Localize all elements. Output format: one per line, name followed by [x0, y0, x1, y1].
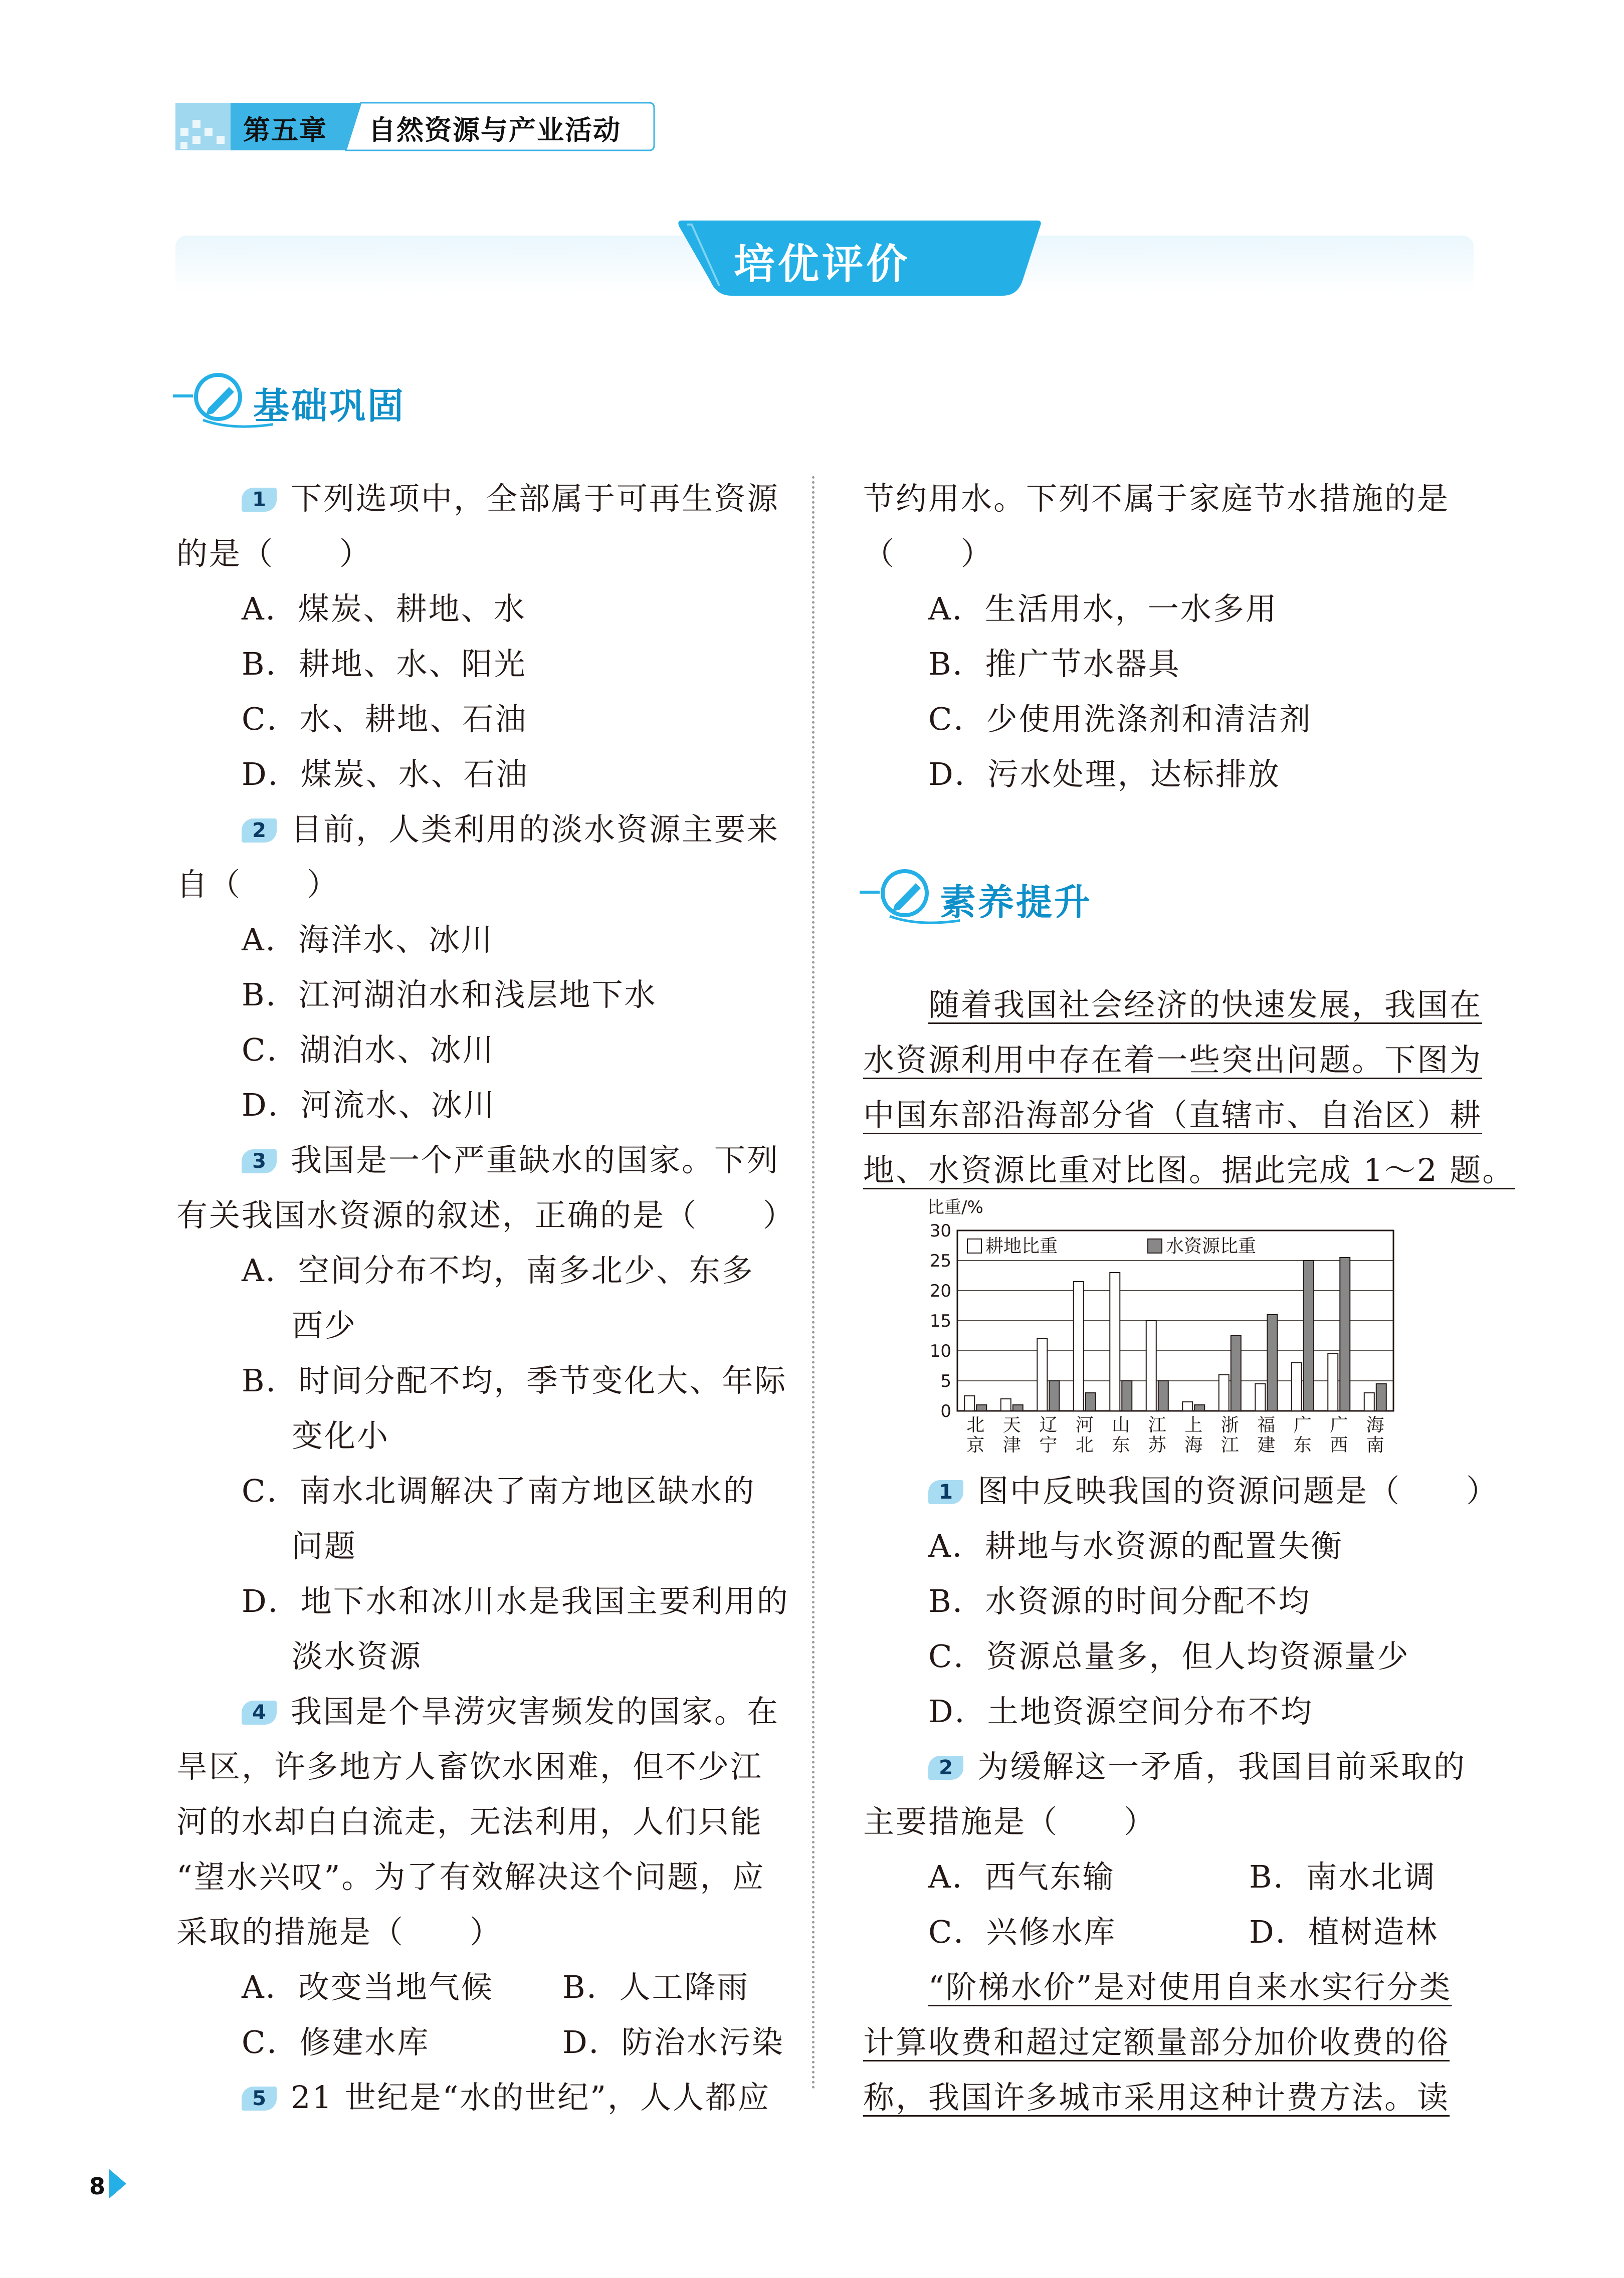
question-3-stem-cont: 有关我国水资源的叙述，正确的是（ ）	[176, 1197, 796, 1233]
option: D．植树造林	[1249, 1914, 1439, 1950]
y-tick-label: 5	[940, 1371, 951, 1391]
question-1-stem: 1 图中反映我国的资源问题是（ ）	[863, 1464, 1480, 1519]
intro-line: 地、水资源比重对比图。据此完成 1～2 题。	[863, 1152, 1515, 1188]
option-row	[863, 1905, 1480, 1960]
option: A．生活用水，一水多用	[928, 590, 1278, 627]
x-tick-label: 江	[1148, 1415, 1166, 1435]
bar-farmland	[1255, 1384, 1265, 1411]
right-column-questions	[863, 1464, 1499, 2125]
left-column	[176, 471, 796, 2125]
x-tick-label: 福	[1257, 1415, 1276, 1435]
legend	[967, 1236, 1256, 1257]
bar-farmland	[1146, 1321, 1156, 1411]
option: B．南水北调	[1249, 1858, 1437, 1895]
x-tick-label: 山	[1112, 1415, 1130, 1435]
y-tick-label: 15	[929, 1311, 951, 1331]
option-cont: 问题	[292, 1528, 357, 1564]
option: D．河流水、冰川	[242, 1087, 496, 1123]
x-tick-label: 南	[1366, 1435, 1384, 1454]
banner-title: 培优评价	[733, 241, 910, 288]
x-tick-label: 西	[1330, 1435, 1348, 1454]
question-4-stem-cont: “望水兴叹”。为了有效解决这个问题，应	[176, 1858, 765, 1895]
chapter-title: 自然资源与产业活动	[368, 114, 621, 146]
bar-water	[976, 1405, 986, 1411]
option: B．耕地、水、阳光	[242, 646, 527, 682]
bar-water	[1194, 1405, 1204, 1411]
bar-farmland	[1110, 1273, 1120, 1411]
question-number: 2	[928, 1756, 963, 1780]
column-divider	[812, 476, 815, 2090]
x-tick-label: 东	[1293, 1435, 1312, 1454]
question-number: 5	[242, 2087, 277, 2111]
question-5-stem-cont: 节约用水。下列不属于家庭节水措施的是	[863, 480, 1450, 517]
outro-line: “阶梯水价”是对使用自来水实行分类	[928, 1969, 1452, 2005]
section-banner	[175, 221, 1474, 301]
legend-swatch	[1148, 1239, 1162, 1253]
option: D．土地资源空间分布不均	[928, 1693, 1313, 1730]
option: D．防治水污染	[562, 2024, 784, 2060]
x-tick-label: 海	[1366, 1415, 1384, 1435]
option-cont: 西少	[292, 1307, 357, 1344]
option: C．湖泊水、冰川	[242, 1031, 495, 1068]
material-intro	[863, 977, 1515, 1198]
right-column-top	[863, 471, 1480, 802]
bar-farmland	[1364, 1393, 1374, 1411]
x-tick-label: 天	[1002, 1415, 1021, 1435]
x-tick-label: 江	[1221, 1435, 1239, 1454]
question-2-stem-cont: 自（ ）	[176, 866, 340, 903]
question-4-stem-cont: 采取的措施是（ ）	[176, 1914, 503, 1950]
bar-water	[1086, 1393, 1096, 1411]
section-title: 基础巩固	[253, 385, 406, 427]
bar-chart	[922, 1198, 1403, 1454]
option: B．人工降雨	[562, 1969, 750, 2005]
question-number: 3	[242, 1149, 277, 1173]
option-row	[863, 1849, 1480, 1905]
section-title: 素养提升	[940, 881, 1093, 923]
x-tick-label: 东	[1112, 1435, 1130, 1454]
option: B．推广节水器具	[928, 646, 1181, 682]
option: C．水、耕地、石油	[242, 701, 528, 737]
question-5-stem-cont: （ ）	[863, 535, 994, 572]
outro-line: 计算收费和超过定额量部分加价收费的俗	[863, 2024, 1450, 2060]
option: A．耕地与水资源的配置失衡	[928, 1528, 1343, 1564]
option: C．修建水库	[242, 2024, 430, 2060]
legend-label: 耕地比重	[985, 1236, 1058, 1257]
question-number: 4	[242, 1701, 277, 1725]
outro-line: 称，我国许多城市采用这种计费方法。读	[863, 2079, 1450, 2116]
option: A．空间分布不均，南多北少、东多	[242, 1252, 754, 1289]
x-tick-label: 建	[1257, 1435, 1276, 1454]
question-5-stem: 5 21 世纪是“水的世纪”，人人都应	[176, 2070, 793, 2125]
option-row	[176, 1960, 793, 2015]
intro-line: 随着我国社会经济的快速发展，我国在	[928, 986, 1483, 1023]
x-tick-label: 苏	[1148, 1435, 1166, 1454]
option-cont: 淡水资源	[292, 1638, 423, 1675]
bar-water	[1231, 1336, 1241, 1411]
option: C．少使用洗涤剂和清洁剂	[928, 701, 1312, 737]
y-tick-label: 10	[929, 1341, 951, 1361]
option: C．南水北调解决了南方地区缺水的	[242, 1473, 756, 1509]
x-tick-label: 辽	[1039, 1415, 1058, 1435]
option: B．江河湖泊水和浅层地下水	[242, 976, 657, 1013]
x-tick-label: 北	[1075, 1435, 1094, 1454]
option: A．西气东输	[928, 1858, 1115, 1895]
bar-farmland	[1292, 1363, 1302, 1411]
y-tick-label: 25	[929, 1251, 951, 1271]
page-number: 8	[89, 2173, 106, 2200]
question-number: 1	[928, 1480, 963, 1504]
question-1-stem: 1 下列选项中，全部属于可再生资源	[176, 471, 793, 526]
y-tick-label: 0	[940, 1401, 951, 1421]
option-cont: 变化小	[292, 1417, 390, 1454]
x-tick-label: 广	[1330, 1415, 1348, 1435]
chapter-tab	[175, 98, 657, 155]
option: D．煤炭、水、石油	[242, 756, 529, 792]
option: B．时间分配不均，季节变化大、年际	[242, 1362, 787, 1399]
intro-line: 中国东部沿海部分省（直辖市、自治区）耕	[863, 1097, 1483, 1133]
page-arrow-icon	[106, 2166, 136, 2201]
bar-water	[1340, 1258, 1350, 1411]
x-tick-label: 河	[1075, 1415, 1094, 1435]
bar-farmland	[1182, 1402, 1192, 1411]
bar-farmland	[1074, 1282, 1084, 1411]
option: D．污水处理，达标排放	[928, 756, 1281, 792]
bar-water	[1158, 1381, 1168, 1411]
x-tick-label: 京	[966, 1435, 985, 1454]
question-2-stem-cont: 主要措施是（ ）	[863, 1803, 1157, 1840]
question-number: 1	[242, 488, 277, 512]
y-tick-label: 30	[929, 1221, 951, 1241]
legend-label: 水资源比重	[1166, 1236, 1257, 1257]
x-tick-label: 上	[1184, 1415, 1203, 1435]
option: C．资源总量多，但人均资源量少	[928, 1638, 1410, 1675]
x-tick-label: 海	[1184, 1435, 1203, 1454]
question-4-stem-cont: 河的水却白白流走，无法利用，人们只能	[176, 1803, 763, 1840]
chapter-number: 第五章	[243, 114, 327, 146]
bar-water	[1013, 1405, 1023, 1411]
x-tick-label: 北	[966, 1415, 985, 1435]
section-header-advanced	[860, 857, 1160, 932]
question-4-stem-cont: 旱区，许多地方人畜饮水困难，但不少江	[176, 1748, 763, 1785]
bars	[964, 1258, 1386, 1411]
section-header-basic	[173, 361, 474, 436]
option: B．水资源的时间分配不均	[928, 1583, 1311, 1619]
intro-line: 水资源利用中存在着一些突出问题。下图为	[863, 1042, 1483, 1078]
bar-water	[1122, 1381, 1132, 1411]
bar-water	[1376, 1384, 1386, 1411]
question-2-stem: 2 目前，人类利用的淡水资源主要来	[176, 802, 793, 857]
bar-farmland	[1037, 1339, 1047, 1411]
bar-water	[1304, 1261, 1314, 1411]
x-tick-label: 宁	[1039, 1435, 1058, 1454]
bar-water	[1267, 1315, 1277, 1411]
y-axis-label: 比重/%	[927, 1198, 983, 1217]
bar-farmland	[1328, 1354, 1338, 1411]
x-tick-label: 浙	[1221, 1415, 1239, 1435]
option: A．煤炭、耕地、水	[242, 590, 526, 627]
legend-swatch	[967, 1239, 981, 1253]
question-4-stem: 4 我国是个旱涝灾害频发的国家。在	[176, 1684, 793, 1739]
bar-farmland	[964, 1396, 974, 1411]
x-ticks	[966, 1415, 1384, 1454]
x-tick-label: 广	[1293, 1415, 1312, 1435]
y-tick-label: 20	[929, 1281, 951, 1301]
question-1-stem-cont: 的是（ ）	[176, 535, 372, 572]
option: A．海洋水、冰川	[242, 921, 494, 958]
option-row	[176, 2015, 793, 2070]
y-ticks	[930, 1221, 951, 1421]
bar-farmland	[1219, 1375, 1229, 1411]
x-tick-label: 津	[1002, 1435, 1021, 1454]
option: C．兴修水库	[928, 1914, 1117, 1950]
option: D．地下水和冰川水是我国主要利用的	[242, 1583, 789, 1619]
bar-farmland	[1001, 1399, 1011, 1411]
question-number: 2	[242, 818, 277, 843]
option: A．改变当地气候	[242, 1969, 494, 2005]
bar-water	[1049, 1381, 1059, 1411]
question-2-stem: 2 为缓解这一矛盾，我国目前采取的	[863, 1739, 1480, 1794]
question-3-stem: 3 我国是一个严重缺水的国家。下列	[176, 1133, 793, 1188]
